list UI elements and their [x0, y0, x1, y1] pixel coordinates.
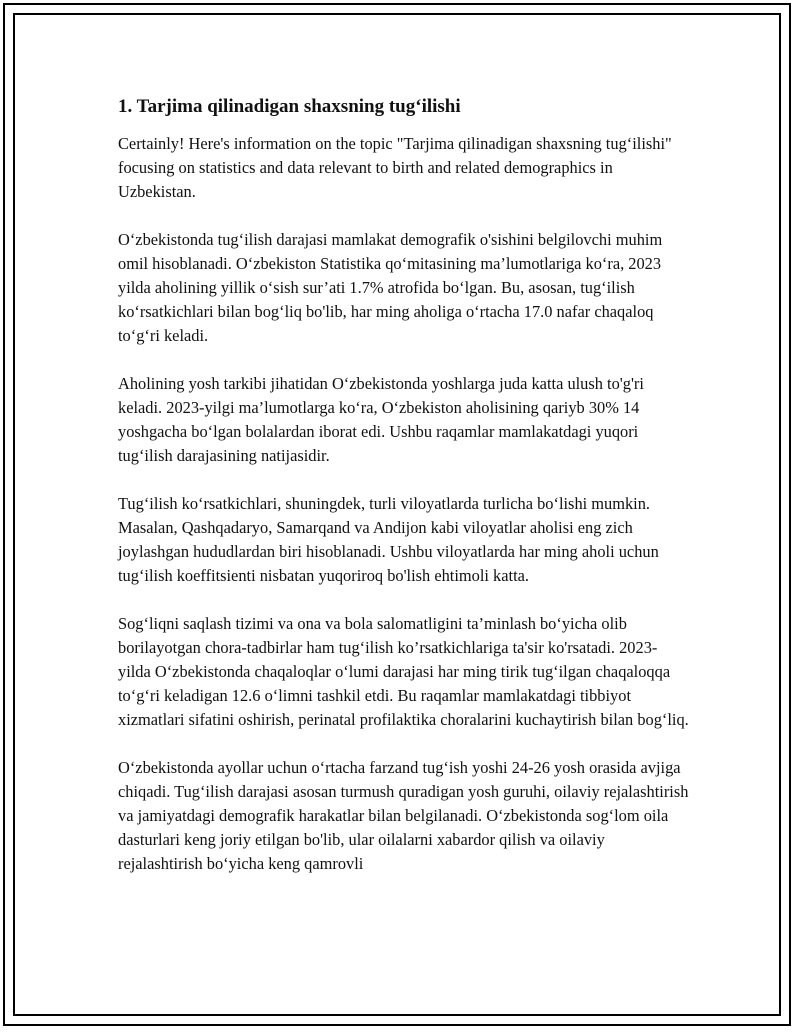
paragraph-age-structure: Aholining yosh tarkibi jihatidan O‘zbekistonda yoshlarga juda katta ulush to'g'ri keladi. 2023-yilgi ma’lumotlarga ko‘ra, O‘zbekiston aholisining qariyb 30% 14 yoshgacha bo‘lgan bolalardan iborat edi. Ushbu raqamlar mamlakatdagi yuqori tug‘ilish darajasining natijasidir. [118, 374, 644, 465]
section-heading: 1. Tarjima qilinadigan shaxsning tug‘ilishi [118, 96, 461, 117]
paragraph-intro: Certainly! Here's information on the topic "Tarjima qilinadigan shaxsning tug‘ilishi" focusing on statistics and data relevant to birth and related demographics in Uzbekistan. [118, 134, 672, 201]
paragraph-maternal-age: O‘zbekistonda ayollar uchun o‘rtacha farzand tug‘ish yoshi 24-26 yosh orasida avjiga chiqadi. Tug‘ilish darajasi asosan turmush quradigan yosh guruhi, oilaviy rejalashtirish va jamiyatdagi demografik harakatlar bilan belgilanadi. O‘zbekistonda sog‘lom oila dasturlari keng joriy etilgan bo'lib, ular oilalarni xabardor qilish va oilaviy rejalashtirish bo‘yicha keng qamrovli [118, 758, 689, 873]
document-body [118, 94, 690, 900]
paragraph-healthcare: Sog‘liqni saqlash tizimi va ona va bola salomatligini ta’minlash bo‘yicha olib borilayotgan chora-tadbirlar ham tug‘ilish ko’rsatkichlariga ta'sir ko'rsatadi. 2023-yilda O‘zbekistonda chaqaloqlar o‘lumi darajasi har ming tirik tug‘ilgan chaqaloqqa to‘g‘ri keladigan 12.6 o‘limni tashkil etdi. Bu raqamlar mamlakatdagi tibbiyot xizmatlari sifatini oshirish, perinatal profilaktika choralarini kuchaytirish bilan bog‘liq. [118, 614, 689, 729]
paragraph-birth-rate: O‘zbekistonda tug‘ilish darajasi mamlakat demografik o'sishini belgilovchi muhim omil hisoblanadi. O‘zbekiston Statistika qo‘mitasining ma’lumotlariga ko‘ra, 2023 yilda aholining yillik o‘sish sur’ati 1.7% atrofida bo‘lgan. Bu, asosan, tug‘ilish ko‘rsatkichlari bilan bog‘liq bo'lib, har ming aholiga o‘rtacha 17.0 nafar chaqaloq to‘g‘ri keladi. [118, 230, 663, 345]
paragraph-regions: Tug‘ilish ko‘rsatkichlari, shuningdek, turli viloyatlarda turlicha bo‘lishi mumkin. Masalan, Qashqadaryo, Samarqand va Andijon kabi viloyatlar aholisi eng zich joylashgan hududlardan biri hisoblanadi. Ushbu viloyatlarda har ming aholi uchun tug‘ilish koeffitsienti nisbatan yuqoriroq bo'lish ehtimoli katta. [118, 494, 659, 585]
